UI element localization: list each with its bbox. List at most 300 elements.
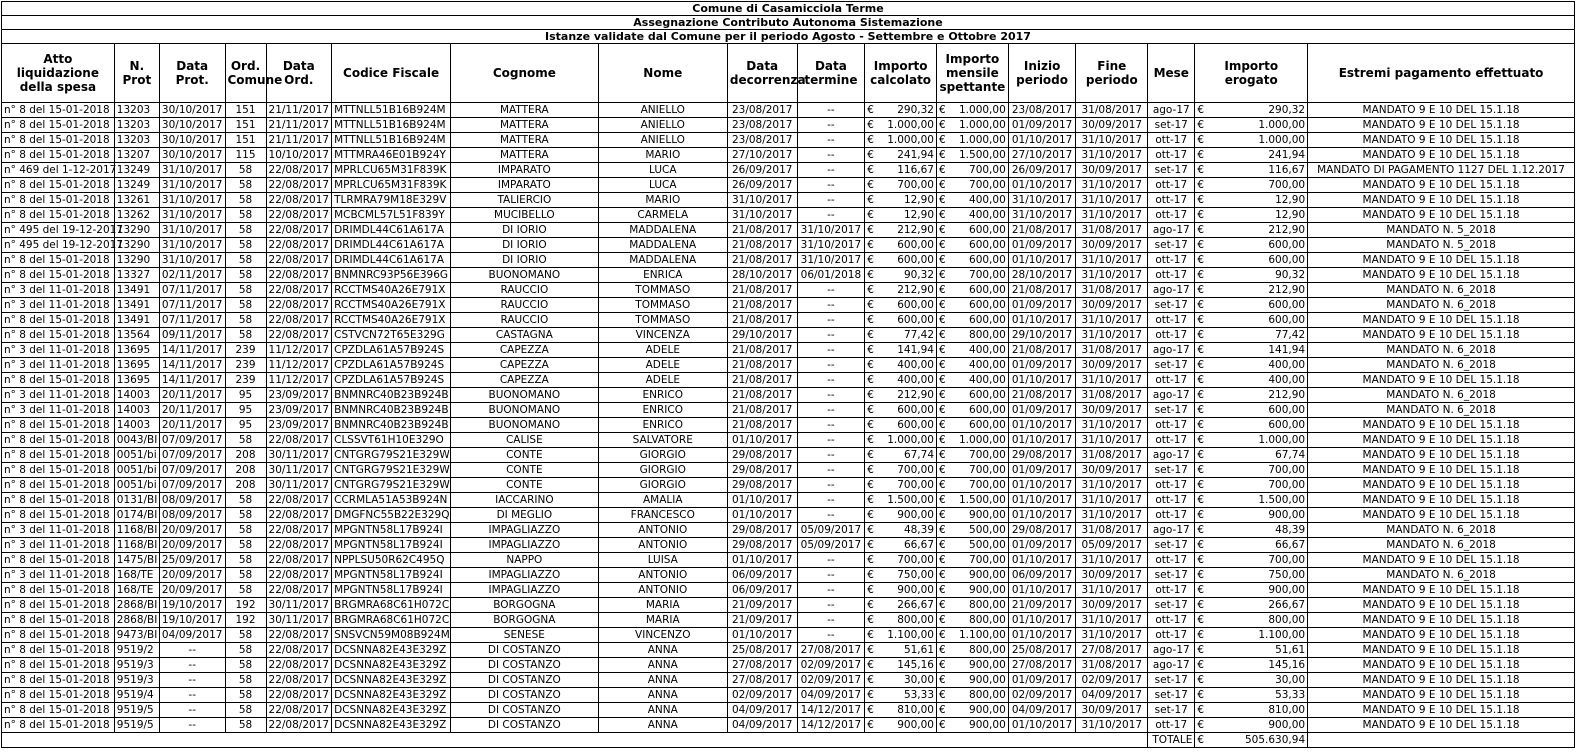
table-cell: 21/08/2017 [727, 298, 797, 313]
table-cell: 29/10/2017 [727, 328, 797, 343]
table-cell: 58 [225, 298, 266, 313]
currency-symbol: € [939, 118, 946, 131]
table-cell: 151 [225, 103, 266, 118]
currency-symbol: € [867, 658, 874, 671]
table-cell: 13695 [114, 358, 159, 373]
table-cell: 58 [225, 688, 266, 703]
amount-value: 900,00 [1268, 508, 1306, 521]
table-cell: MANDATO 9 E 10 DEL 15.1.18 [1308, 688, 1575, 703]
table-cell: ago-17 [1148, 643, 1195, 658]
amount-value: 1.000,00 [1258, 433, 1306, 446]
amount-value: 700,00 [969, 178, 1006, 191]
currency-symbol: € [1197, 688, 1205, 701]
table-cell: 22/08/2017 [266, 433, 332, 448]
table-cell: 11/12/2017 [266, 343, 332, 358]
table-cell: -- [797, 388, 865, 403]
table-cell [1195, 553, 1308, 568]
table-cell: 08/09/2017 [159, 493, 225, 508]
table-cell: -- [797, 178, 865, 193]
table-cell: ADELE [598, 358, 727, 373]
table-cell: n° 469 del 1-12-2017 [2, 163, 115, 178]
table-cell: 14003 [114, 418, 159, 433]
table-cell: IMPAGLIAZZO [451, 568, 599, 583]
table-cell: 13695 [114, 373, 159, 388]
table-cell: TOMMASO [598, 313, 727, 328]
table-cell: MANDATO N. 6_2018 [1308, 568, 1575, 583]
table-cell: 58 [225, 163, 266, 178]
amount-value: 1.100,00 [1258, 628, 1306, 641]
table-row [2, 388, 1575, 403]
table-cell: -- [797, 418, 865, 433]
table-cell: DI COSTANZO [451, 658, 599, 673]
table-cell: 20/11/2017 [159, 403, 225, 418]
currency-symbol: € [939, 358, 946, 371]
table-cell: 22/08/2017 [266, 523, 332, 538]
table-cell: 1168/BI [114, 538, 159, 553]
currency-symbol: € [867, 478, 874, 491]
table-cell: 01/10/2017 [727, 508, 797, 523]
table-cell: MANDATO 9 E 10 DEL 15.1.18 [1308, 628, 1575, 643]
table-cell: DRIMDL44C61A617A [332, 253, 451, 268]
table-cell: 31/10/2017 [1076, 208, 1148, 223]
table-cell: ENRICO [598, 388, 727, 403]
table-cell [1195, 403, 1308, 418]
currency-symbol: € [939, 478, 946, 491]
currency-symbol: € [1197, 598, 1205, 611]
table-cell: CPZDLA61A57B924S [332, 358, 451, 373]
currency-symbol: € [1197, 718, 1205, 731]
currency-symbol: € [867, 238, 874, 251]
currency-symbol: € [867, 508, 874, 521]
currency-symbol: € [939, 178, 946, 191]
table-cell [937, 388, 1009, 403]
currency-symbol: € [1197, 538, 1205, 551]
currency-symbol: € [939, 628, 946, 641]
currency-symbol: € [867, 313, 874, 326]
table-cell: ANNA [598, 673, 727, 688]
table-cell: 07/09/2017 [159, 433, 225, 448]
table-cell [937, 658, 1009, 673]
table-cell: MANDATO 9 E 10 DEL 15.1.18 [1308, 148, 1575, 163]
table-cell [937, 313, 1009, 328]
column-header: Importo erogato [1195, 44, 1308, 103]
table-cell: 21/08/2017 [1008, 283, 1076, 298]
table-cell: set-17 [1148, 568, 1195, 583]
table-cell [865, 598, 937, 613]
currency-symbol: € [1197, 673, 1205, 686]
table-cell [865, 253, 937, 268]
table-cell: 31/10/2017 [1076, 613, 1148, 628]
currency-symbol: € [939, 388, 946, 401]
table-cell: 58 [225, 328, 266, 343]
table-cell: 22/08/2017 [266, 298, 332, 313]
table-cell [865, 298, 937, 313]
table-cell: 13695 [114, 343, 159, 358]
currency-symbol: € [1197, 133, 1205, 146]
currency-symbol: € [867, 103, 874, 116]
table-cell [865, 718, 937, 733]
amount-value: 600,00 [1268, 238, 1306, 251]
table-cell: n° 3 del 11-01-2018 [2, 298, 115, 313]
table-cell: 1168/BI [114, 523, 159, 538]
table-cell [865, 673, 937, 688]
table-cell: 31/10/2017 [1008, 193, 1076, 208]
table-row [2, 268, 1575, 283]
table-cell: 21/08/2017 [727, 223, 797, 238]
table-cell: 58 [225, 223, 266, 238]
table-cell: 31/10/2017 [797, 253, 865, 268]
currency-symbol: € [867, 433, 874, 446]
table-cell: 02/09/2017 [1008, 688, 1076, 703]
table-cell: 20/09/2017 [159, 583, 225, 598]
currency-symbol: € [1197, 553, 1205, 566]
amount-value: 30,00 [1275, 673, 1306, 686]
table-cell: IMPARATO [451, 163, 599, 178]
table-cell: n° 8 del 15-01-2018 [2, 193, 115, 208]
column-header: Mese [1148, 44, 1195, 103]
amount-value: 600,00 [897, 403, 934, 416]
table-cell: CASTAGNA [451, 328, 599, 343]
table-cell: set-17 [1148, 673, 1195, 688]
amount-value: 800,00 [969, 643, 1006, 656]
table-cell: BNMNRC40B23B924B [332, 388, 451, 403]
table-cell: DMGFNC55B22E329Q [332, 508, 451, 523]
currency-symbol: € [939, 403, 946, 416]
table-cell: MANDATO N. 6_2018 [1308, 343, 1575, 358]
table-cell: LUCA [598, 163, 727, 178]
table-cell: CSTVCN72T65E329G [332, 328, 451, 343]
table-cell: 30/09/2017 [1076, 598, 1148, 613]
currency-symbol: € [867, 493, 874, 506]
table-row [2, 118, 1575, 133]
table-cell: MANDATO N. 5_2018 [1308, 238, 1575, 253]
currency-symbol: € [1197, 208, 1205, 221]
table-cell: -- [797, 373, 865, 388]
table-cell [865, 133, 937, 148]
table-cell [865, 703, 937, 718]
table-cell: 07/11/2017 [159, 298, 225, 313]
table-cell: 21/09/2017 [727, 613, 797, 628]
table-cell: 31/10/2017 [1076, 148, 1148, 163]
currency-symbol: € [939, 583, 946, 596]
table-cell: 29/08/2017 [1008, 523, 1076, 538]
table-cell [937, 643, 1009, 658]
table-cell: 21/09/2017 [1008, 598, 1076, 613]
amount-value: 700,00 [897, 178, 934, 191]
table-cell [865, 553, 937, 568]
amount-value: 1.000,00 [959, 433, 1006, 446]
table-cell: 58 [225, 283, 266, 298]
table-cell: 0051/bi [114, 478, 159, 493]
table-cell [1195, 178, 1308, 193]
table-cell: -- [797, 118, 865, 133]
table-cell: 05/09/2017 [797, 523, 865, 538]
table-cell: 31/10/2017 [159, 238, 225, 253]
table-cell: 01/10/2017 [1008, 583, 1076, 598]
amount-value: 600,00 [969, 253, 1006, 266]
table-cell: -- [797, 358, 865, 373]
table-cell: 31/10/2017 [1076, 268, 1148, 283]
table-cell [1195, 238, 1308, 253]
table-cell: 1475/BI [114, 553, 159, 568]
table-cell [937, 523, 1009, 538]
table-cell: 14003 [114, 388, 159, 403]
table-cell: MANDATO N. 6_2018 [1308, 523, 1575, 538]
table-cell: ott-17 [1148, 208, 1195, 223]
table-cell: 01/09/2017 [1008, 238, 1076, 253]
table-cell: -- [797, 493, 865, 508]
table-cell: ANNA [598, 688, 727, 703]
table-cell: -- [797, 193, 865, 208]
table-cell: CLSSVT61H10E329O [332, 433, 451, 448]
table-cell: 20/11/2017 [159, 388, 225, 403]
amount-value: 1.000,00 [959, 118, 1006, 131]
table-cell: 31/10/2017 [159, 163, 225, 178]
table-cell [1195, 658, 1308, 673]
amount-value: 700,00 [1268, 178, 1306, 191]
table-cell: 26/09/2017 [727, 163, 797, 178]
table-cell: MANDATO N. 6_2018 [1308, 358, 1575, 373]
currency-symbol: € [867, 643, 874, 656]
table-cell [1195, 493, 1308, 508]
table-cell: 58 [225, 523, 266, 538]
table-cell: ott-17 [1148, 178, 1195, 193]
table-cell: 27/08/2017 [727, 658, 797, 673]
currency-symbol: € [1197, 568, 1205, 581]
table-cell: ott-17 [1148, 253, 1195, 268]
table-cell: 58 [225, 268, 266, 283]
table-cell: 31/10/2017 [1076, 718, 1148, 733]
table-cell: 31/10/2017 [1076, 178, 1148, 193]
table-cell: MPGNTN58L17B924I [332, 523, 451, 538]
table-row [2, 598, 1575, 613]
table-cell: 14/11/2017 [159, 373, 225, 388]
table-cell [937, 478, 1009, 493]
table-cell: CAPEZZA [451, 373, 599, 388]
table-cell: DI IORIO [451, 238, 599, 253]
table-cell: 29/08/2017 [727, 478, 797, 493]
table-cell: MANDATO N. 5_2018 [1308, 223, 1575, 238]
table-cell: set-17 [1148, 463, 1195, 478]
table-cell: 31/10/2017 [1076, 553, 1148, 568]
table-cell: 22/08/2017 [266, 553, 332, 568]
table-cell: set-17 [1148, 598, 1195, 613]
amount-value: 51,61 [903, 643, 934, 656]
table-cell: set-17 [1148, 358, 1195, 373]
table-cell: MARIA [598, 598, 727, 613]
table-cell [865, 163, 937, 178]
table-row [2, 568, 1575, 583]
table-cell [865, 523, 937, 538]
column-header: Data decorrenza [727, 44, 797, 103]
amount-value: 900,00 [969, 658, 1006, 671]
table-row [2, 493, 1575, 508]
currency-symbol: € [939, 103, 946, 116]
table-cell: 22/08/2017 [266, 238, 332, 253]
amount-value: 1.000,00 [1258, 118, 1306, 131]
amount-value: 700,00 [969, 268, 1006, 281]
table-cell: TLRMRA79M18E329V [332, 193, 451, 208]
table-cell [865, 628, 937, 643]
table-cell: 26/09/2017 [727, 178, 797, 193]
table-cell [937, 238, 1009, 253]
table-cell [865, 433, 937, 448]
table-cell: ADELE [598, 373, 727, 388]
table-cell [1195, 268, 1308, 283]
table-cell: ott-17 [1148, 478, 1195, 493]
table-cell: -- [159, 658, 225, 673]
table-cell [937, 493, 1009, 508]
table-cell: set-17 [1148, 163, 1195, 178]
table-cell [1195, 448, 1308, 463]
currency-symbol: € [1197, 508, 1205, 521]
currency-symbol: € [939, 298, 946, 311]
table-cell: ott-17 [1148, 313, 1195, 328]
currency-symbol: € [939, 223, 946, 236]
amount-value: 53,33 [903, 688, 934, 701]
table-cell: 22/08/2017 [266, 283, 332, 298]
table-cell: MUCIBELLO [451, 208, 599, 223]
table-cell: ott-17 [1148, 133, 1195, 148]
currency-symbol: € [939, 193, 946, 206]
table-cell: 20/09/2017 [159, 523, 225, 538]
table-cell: 21/11/2017 [266, 118, 332, 133]
table-cell: NPPLSU50R62C495Q [332, 553, 451, 568]
table-cell [1195, 673, 1308, 688]
amount-value: 400,00 [969, 373, 1006, 386]
table-cell: 25/09/2017 [159, 553, 225, 568]
table-cell: n° 8 del 15-01-2018 [2, 178, 115, 193]
currency-symbol: € [939, 523, 946, 536]
table-cell [865, 448, 937, 463]
table-cell: MADDALENA [598, 253, 727, 268]
amount-value: 800,00 [1268, 613, 1306, 626]
table-cell: -- [797, 508, 865, 523]
table-cell [937, 418, 1009, 433]
table-cell [1195, 703, 1308, 718]
amount-value: 600,00 [897, 253, 934, 266]
table-row [2, 223, 1575, 238]
table-cell [937, 343, 1009, 358]
table-cell: 14003 [114, 403, 159, 418]
table-cell: RAUCCIO [451, 313, 599, 328]
currency-symbol: € [1197, 643, 1205, 656]
amount-value: 900,00 [1268, 718, 1306, 731]
table-cell: CAPEZZA [451, 358, 599, 373]
table-cell: DRIMDL44C61A617A [332, 223, 451, 238]
table-cell: MATTERA [451, 118, 599, 133]
table-cell: 07/11/2017 [159, 283, 225, 298]
currency-symbol: € [939, 373, 946, 386]
table-cell: 14/12/2017 [797, 703, 865, 718]
currency-symbol: € [1197, 478, 1205, 491]
table-cell: ANTONIO [598, 583, 727, 598]
table-cell: n° 3 del 11-01-2018 [2, 283, 115, 298]
table-cell [1195, 583, 1308, 598]
table-cell: MANDATO 9 E 10 DEL 15.1.18 [1308, 643, 1575, 658]
amount-value: 900,00 [1268, 583, 1306, 596]
table-cell: 01/10/2017 [1008, 253, 1076, 268]
table-cell: 30/09/2017 [1076, 568, 1148, 583]
amount-value: 48,39 [1275, 523, 1306, 536]
table-row [2, 358, 1575, 373]
table-cell: RAUCCIO [451, 298, 599, 313]
currency-symbol: € [867, 463, 874, 476]
table-cell: n° 495 del 19-12-2017 [2, 238, 115, 253]
table-cell: 06/09/2017 [727, 568, 797, 583]
amount-value: 600,00 [897, 238, 934, 251]
amount-value: 1.000,00 [887, 433, 934, 446]
table-cell [865, 268, 937, 283]
amount-value: 1.500,00 [959, 148, 1006, 161]
currency-symbol: € [867, 343, 874, 356]
table-cell: 07/09/2017 [159, 463, 225, 478]
table-cell: n° 8 del 15-01-2018 [2, 583, 115, 598]
table-cell: 22/08/2017 [266, 208, 332, 223]
currency-symbol: € [939, 553, 946, 566]
table-cell: 208 [225, 478, 266, 493]
table-cell: 19/10/2017 [159, 613, 225, 628]
currency-symbol: € [867, 133, 874, 146]
table-cell: 22/08/2017 [266, 658, 332, 673]
table-cell: 31/10/2017 [727, 208, 797, 223]
column-header: Inizio periodo [1008, 44, 1076, 103]
currency-symbol: € [1197, 313, 1205, 326]
table-cell: 01/10/2017 [727, 628, 797, 643]
amount-value: 90,32 [1275, 268, 1306, 281]
currency-symbol: € [867, 703, 874, 716]
currency-symbol: € [1197, 733, 1205, 746]
table-cell: n° 8 del 15-01-2018 [2, 613, 115, 628]
table-cell [937, 208, 1009, 223]
currency-symbol: € [939, 328, 946, 341]
currency-symbol: € [867, 163, 874, 176]
table-cell: 239 [225, 373, 266, 388]
table-cell: 21/11/2017 [266, 133, 332, 148]
table-cell: -- [797, 208, 865, 223]
table-cell: 21/08/2017 [727, 313, 797, 328]
table-cell: 01/10/2017 [1008, 613, 1076, 628]
table-cell [865, 688, 937, 703]
table-cell: 22/08/2017 [266, 223, 332, 238]
table-cell [865, 643, 937, 658]
total-label: TOTALE [1148, 733, 1195, 748]
table-cell: n° 8 del 15-01-2018 [2, 553, 115, 568]
table-cell [865, 343, 937, 358]
table-cell: MANDATO 9 E 10 DEL 15.1.18 [1308, 553, 1575, 568]
table-cell: MANDATO 9 E 10 DEL 15.1.18 [1308, 268, 1575, 283]
table-cell: -- [797, 568, 865, 583]
table-cell: -- [159, 703, 225, 718]
amount-value: 1.000,00 [959, 133, 1006, 146]
table-cell: 31/10/2017 [1076, 628, 1148, 643]
amount-value: 900,00 [969, 508, 1006, 521]
table-cell: 22/08/2017 [266, 253, 332, 268]
table-row [2, 583, 1575, 598]
table-cell: -- [797, 598, 865, 613]
table-cell: SENESE [451, 628, 599, 643]
table-row [2, 553, 1575, 568]
table-cell [1195, 523, 1308, 538]
table-cell: CPZDLA61A57B924S [332, 373, 451, 388]
table-cell: MANDATO 9 E 10 DEL 15.1.18 [1308, 493, 1575, 508]
table-cell: TALIERCIO [451, 193, 599, 208]
table-cell: 11/12/2017 [266, 373, 332, 388]
table-cell: 31/10/2017 [1076, 493, 1148, 508]
table-cell: n° 8 del 15-01-2018 [2, 103, 115, 118]
amount-value: 800,00 [969, 598, 1006, 611]
table-cell: 13207 [114, 148, 159, 163]
